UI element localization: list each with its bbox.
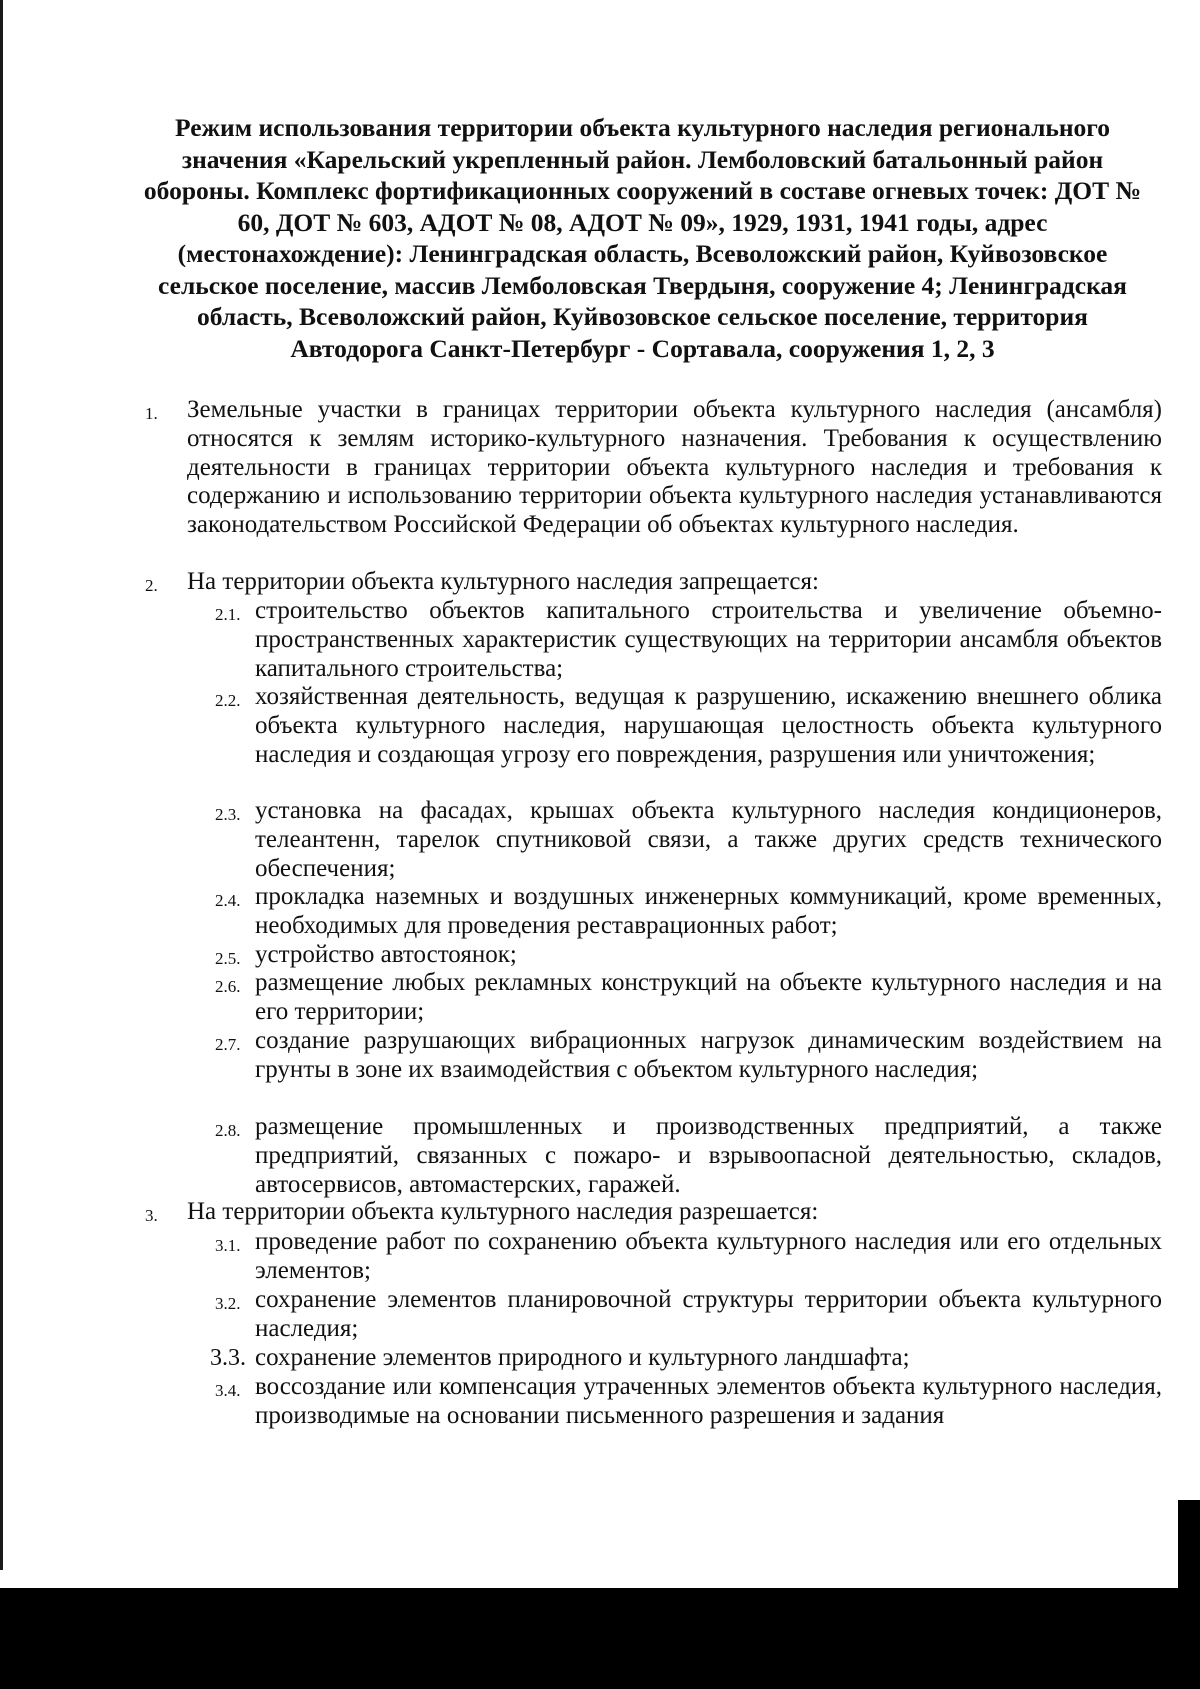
sublist-item-text: сохранение элементов планировочной структуры территории объекта культурного наследия; — [255, 1286, 1162, 1342]
sublist-item-text: хозяйственная деятельность, ведущая к разрушению, искажению внешнего облика объекта культурного наследия, нарушающая целостность объекта культурного наследия и создающая угрозу его повреждения, разрушения или уничтожения; — [255, 683, 1162, 768]
list-item-2 — [145, 568, 1162, 597]
sublist-item-text: установка на фасадах, крышах объекта культурного наследия кондиционеров, телеантенн, тарелок спутниковой связи, а также других средств технического обеспечения; — [255, 797, 1162, 882]
sublist-item-number: 2.8. — [215, 1121, 241, 1140]
list-item-number: 2. — [145, 576, 158, 595]
sublist-item-text: сохранение элементов природного и культурного ландшафта; — [255, 1344, 910, 1371]
sublist-item-text: размещение любых рекламных конструкций на объекте культурного наследия и на его территории; — [255, 969, 1162, 1025]
list-item-number: 1. — [145, 404, 158, 423]
list-item-3 — [145, 1198, 1162, 1227]
list-item-text: На территории объекта культурного наследия разрешается: — [187, 1198, 819, 1225]
sublist-item-3-1 — [215, 1228, 1162, 1286]
sublist-item-text: строительство объектов капитального строительства и увеличение объемно- пространственных характеристик существующих на территории ансамбля объектов капитального строительства; — [255, 597, 1162, 682]
sublist-item-2-4 — [215, 883, 1162, 941]
list-item-1 — [145, 396, 1162, 540]
sublist-item-number: 3.3. — [210, 1345, 246, 1371]
sublist-item-number: 2.3. — [215, 805, 241, 824]
document-title: Режим использования территории объекта культурного наследия регионального значения «Карельский укрепленный район. Лемболовский батальонный район обороны. Комплекс фортификационных сооружений в составе огневых точек: ДОТ № 60, ДОТ № 603, АДОТ № 08, АДОТ № 09», 1929, 1931, 1941 годы, адрес (местонахождение): Ленинградская область, Всеволожский район, Куйвозовское сельское поселение, массив Лемболовская Твердыня, сооружение 4; Ленинградская область, Всеволожский район, Куйвозовское сельское поселение, территория Автодорога Санкт-Петербург - Сортавала, сооружения 1, 2, 3 — [143, 113, 1142, 363]
sublist-item-text: прокладка наземных и воздушных инженерных коммуникаций, кроме временных, необходимых для проведения реставрационных работ; — [255, 883, 1162, 939]
sublist-item-2-6 — [215, 969, 1162, 1027]
sublist-item-number: 2.1. — [215, 605, 241, 624]
sublist-item-number: 3.4. — [215, 1381, 241, 1400]
sublist-item-number: 2.7. — [215, 1035, 241, 1054]
sublist-item-number: 3.2. — [215, 1294, 241, 1313]
sublist-item-number: 2.6. — [215, 977, 241, 996]
sublist-item-3-2 — [215, 1286, 1162, 1344]
sublist-item-text: проведение работ по сохранению объекта культурного наследия или его отдельных элементов; — [255, 1228, 1162, 1284]
list-item-number: 3. — [145, 1206, 158, 1225]
sublist-item-text: размещение промышленных и производственных предприятий, а также предприятий, связанных с пожаро- и взрывоопасной деятельностью, складов, автосервисов, автомастерских, гаражей. — [255, 1113, 1162, 1198]
sublist-item-2-1 — [215, 597, 1162, 683]
scan-left-edge — [0, 0, 3, 1570]
list-item-text: На территории объекта культурного наследия запрещается: — [187, 568, 819, 595]
scan-bottom-bar — [0, 1588, 1200, 1689]
sublist-item-number: 2.5. — [215, 949, 241, 968]
scan-right-edge — [1178, 1500, 1200, 1590]
sublist-item-number: 3.1. — [215, 1236, 241, 1255]
sublist-item-2-7 — [215, 1027, 1162, 1085]
sublist-item-2-8 — [215, 1113, 1162, 1199]
list-item-text: Земельные участки в границах территории объекта культурного наследия (ансамбля) относятся к землям историко-культурного назначения. Требования к осуществлению деятельности в границах территории объекта культурного наследия и требования к содержанию и использованию территории объекта культурного наследия устанавливаются законодательством Российской Федерации об объектах культурного наследия. — [187, 396, 1162, 539]
sublist-item-number: 2.2. — [215, 691, 241, 710]
sublist-item-text: создание разрушающих вибрационных нагрузок динамическим воздействием на грунты в зоне их взаимодействия с объектом культурного наследия; — [255, 1027, 1162, 1083]
sublist-item-2-3 — [215, 797, 1162, 883]
sublist-item-3-3 — [210, 1344, 1162, 1373]
sublist-item-2-5 — [215, 941, 1162, 970]
sublist-item-2-2 — [215, 683, 1162, 769]
sublist-item-number: 2.4. — [215, 891, 241, 910]
sublist-item-3-4 — [215, 1373, 1162, 1431]
sublist-item-text: устройство автостоянок; — [255, 941, 517, 968]
sublist-item-text: воссоздание или компенсация утраченных элементов объекта культурного наследия, производимые на основании письменного разрешения и задания — [255, 1373, 1162, 1429]
